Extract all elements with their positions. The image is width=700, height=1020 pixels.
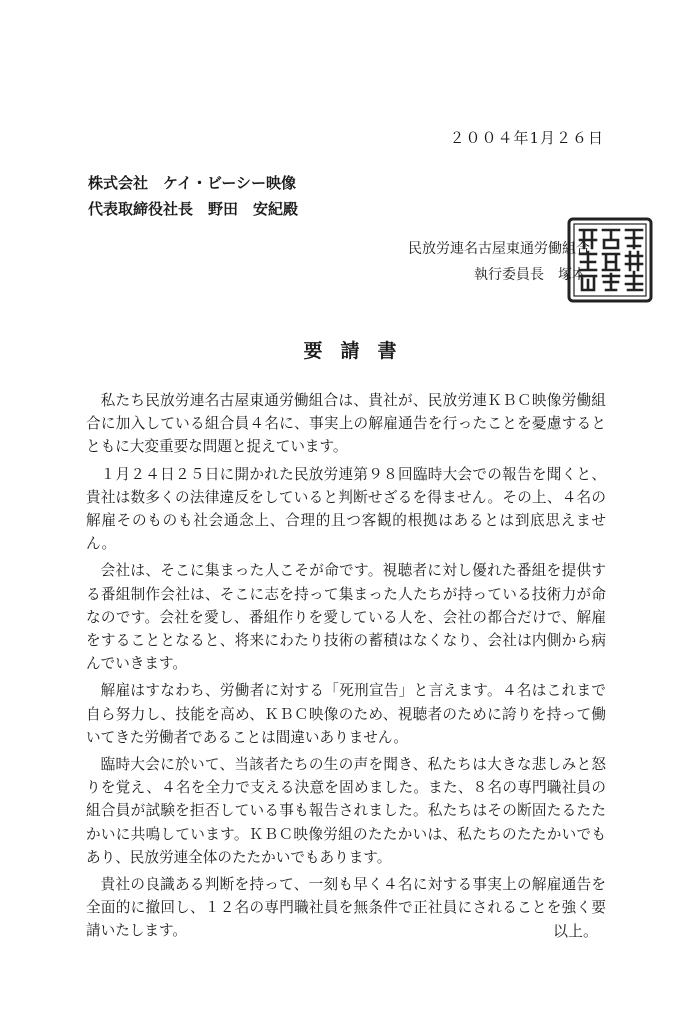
union-seal-stamp-icon — [566, 216, 654, 304]
addressee-person: 代表取締役社長 野田 安紀殿 — [88, 200, 299, 218]
sender-representative: 執行委員長 塚本 — [474, 267, 586, 283]
document-body — [86, 389, 606, 947]
addressee-company: 株式会社 ケイ・ビーシー映像 — [88, 174, 297, 192]
body-paragraph: 会社は、そこに集まった人こそが命です。視聴者に対し優れた番組を提供する番組制作会社は、そこに志を持って集まった人たちが持っている技術力が命なのです。会社を愛し、番組作りを愛している人を、会社の都合だけで、解雇をすることとなると、将来にわたり技術の蓄積はなくなり、会社は内側から病んでいきます。 — [86, 562, 606, 673]
sender-block — [408, 236, 590, 288]
addressee-block — [88, 170, 298, 222]
body-paragraph: 臨時大会に於いて、当該者たちの生の声を聞き、私たちは大きな悲しみと怒りを覚え、４名を全力で支える決意を固めました。また、８名の専門職社員の組合員が試験を拒否している事も報告されました。私たちはその断固たるたたかいに共鳴しています。ＫＢＣ映像労組のたたかいは、私たちのたたかいでもあり、民放労連全体のたたかいでもあります。 — [86, 756, 606, 866]
body-paragraph: 貴社の良識ある判断を持って、一刻も早く４名に対する事実上の解雇通告を全面的に撤回し、１２名の専門職社員を無条件で正社員にされることを強く要請いたします。 — [86, 876, 606, 940]
document-date: ２００４年1月２６日 — [449, 129, 604, 147]
document-title: 要請書 — [303, 340, 415, 362]
closing-remark: 以上。 — [552, 922, 598, 940]
sender-union: 民放労連名古屋東通労働組合 — [408, 241, 590, 257]
body-paragraph: 解雇はすなわち、労働者に対する「死刑宣告」と言えます。４名はこれまで自ら努力し、技能を高め、ＫＢＣ映像のため、視聴者のために誇りを持って働いてきた労働者であることは間違いありません。 — [86, 682, 606, 746]
body-paragraph: １月２４日２５日に開かれた民放労連第９８回臨時大会での報告を聞くと、貴社は数多くの法律違反をしていると判断せざるを得ません。その上、４名の解雇そのものも社会通念上、合理的且つ客観的根拠はあるとは到底思えません。 — [86, 465, 606, 553]
body-paragraph: 私たち民放労連名古屋東通労働組合は、貴社が、民放労連ＫＢＣ映像労働組合に加入している組合員４名に、事実上の解雇通告を行ったことを憂慮するとともに大変重要な問題と捉えています。 — [86, 392, 606, 456]
